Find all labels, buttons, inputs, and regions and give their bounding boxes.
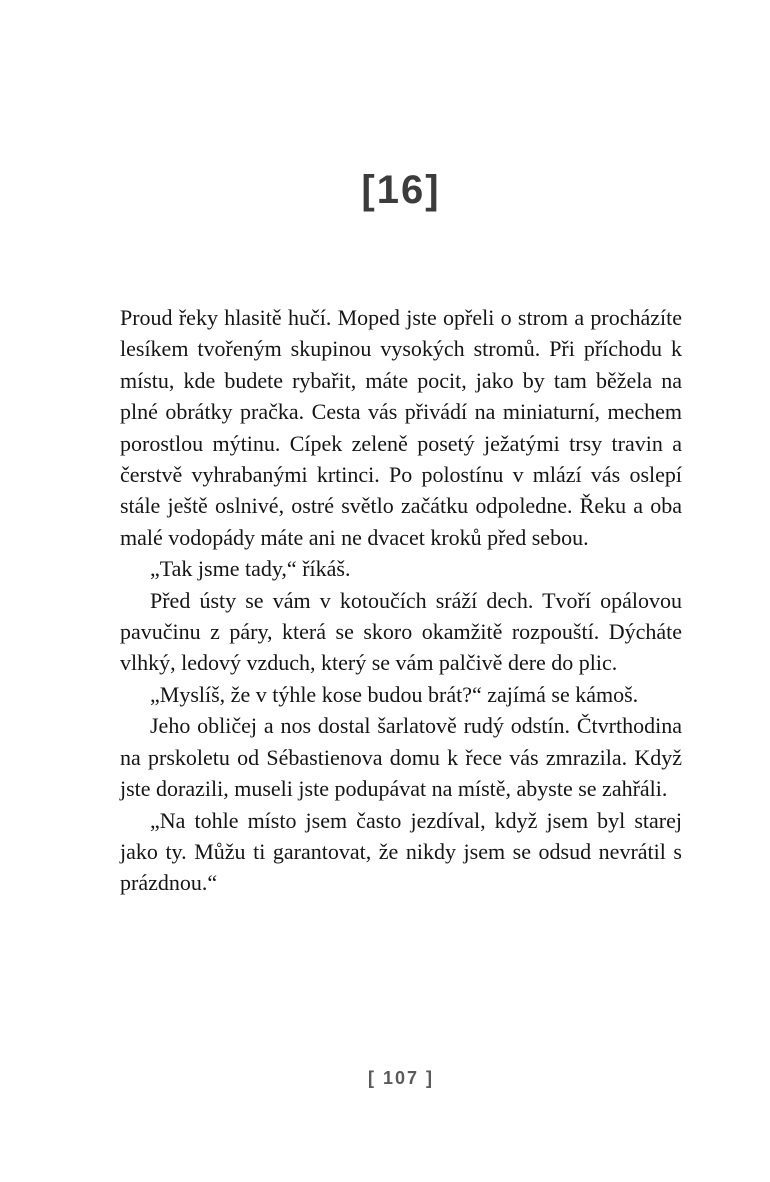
paragraph: Před ústy se vám v kotoučích sráží dech. Tvoří opálovou pavučinu z páry, která se skoro okamžitě rozpouští. Dýcháte vlhký, ledový vzduch, který se vám palčivě dere do plic. — [120, 587, 682, 676]
paragraph: Jeho obličej a nos dostal šarlatově rudý odstín. Čtvrthodina na prskoletu od Sébastienova domu k řece vás zmrazila. Když jste dorazili, museli jste podupávat na místě, abyste se zahřáli. — [120, 713, 682, 802]
body-text-block — [120, 302, 682, 899]
paragraph: Proud řeky hlasitě hučí. Moped jste opřeli o strom a procházíte lesíkem tvořeným skupinou vysokých stromů. Při příchodu k místu, kde budete rybařit, máte pocit, jako by tam běžela na plné obrátky pračka. Cesta vás přivádí na miniaturní, mechem porostlou mýtinu. Cípek zeleně posetý ježatými trsy travin a čerstvě vyhrabanými krtinci. Po polostínu v mlází vás oslepí stále ještě oslnivé, ostré světlo začátku odpoledne. Řeku a oba malé vodopády máte ani ne dvacet kroků před sebou. — [120, 305, 682, 550]
paragraph: „Myslíš, že v týhle kose budou brát?“ zajímá se kámoš. — [150, 681, 639, 707]
chapter-number-heading: [16] — [361, 168, 441, 212]
page-number: [ 107 ] — [367, 1068, 435, 1088]
paragraph: „Tak jsme tady,“ říkáš. — [150, 556, 351, 582]
paragraph: „Na tohle místo jsem často jezdíval, když jsem byl starej jako ty. Můžu ti garantovat, že nikdy jsem se odsud nevrátil s prázdnou.“ — [120, 807, 682, 896]
